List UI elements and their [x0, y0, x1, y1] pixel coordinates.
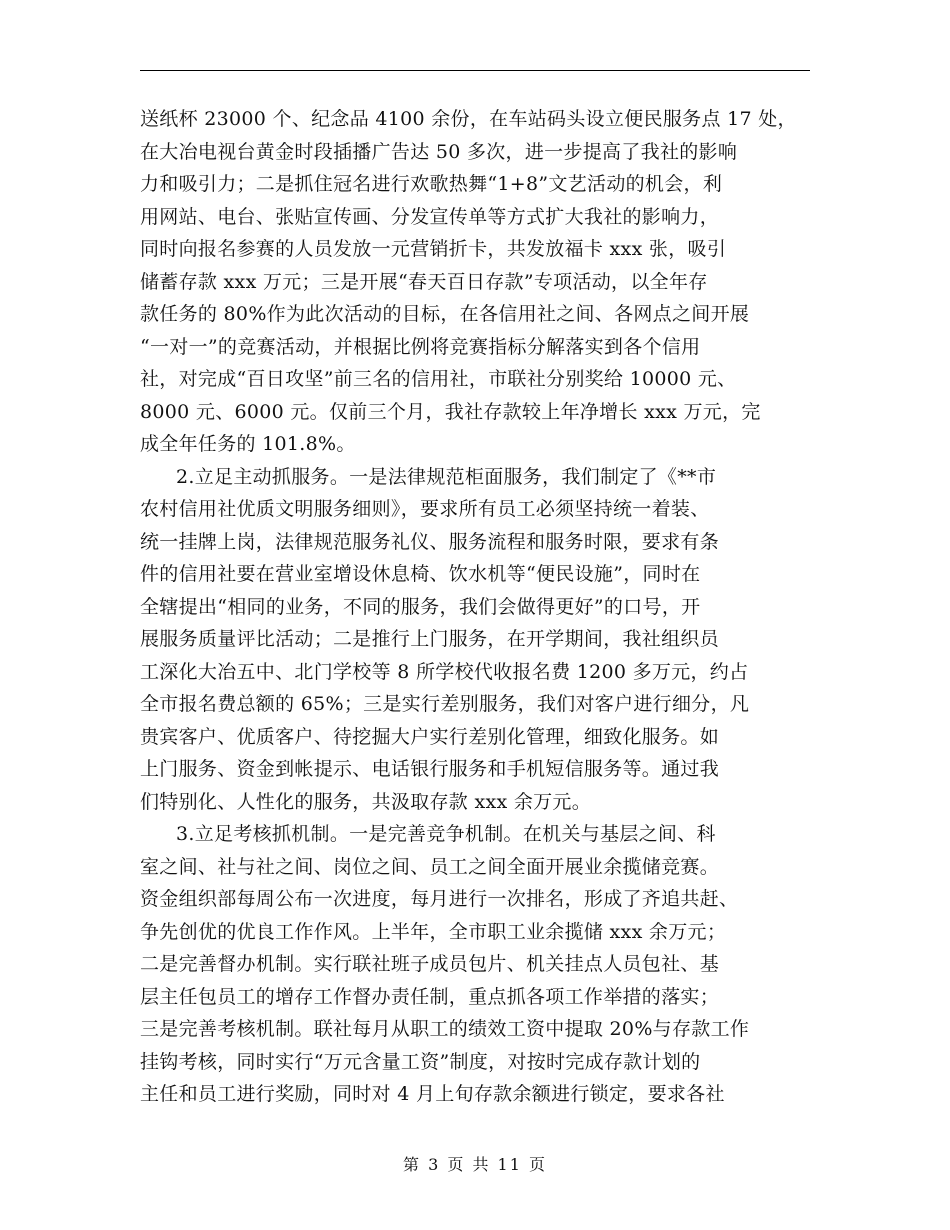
text-line: 全市报名费总额的 65%；三是实行差别服务，我们对客户进行细分，凡: [140, 693, 750, 715]
text-line: 3.立足考核抓机制。一是完善竞争机制。在机关与基层之间、科: [176, 823, 716, 845]
text-line: 农村信用社优质文明服务细则》，要求所有员工必须坚持统一着装、: [140, 498, 710, 520]
text-line: 款任务的 80%作为此次活动的目标，在各信用社之间、各网点之间开展: [140, 303, 750, 325]
text-line: 件的信用社要在营业室增设休息椅、饮水机等“便民设施”，同时在: [140, 563, 701, 585]
text-line: 力和吸引力；二是抓住冠名进行欢歌热舞“1+8”文艺活动的机会，利: [140, 173, 723, 195]
text-line: 在大冶电视台黄金时段插播广告达 50 多次，进一步提高了我社的影响: [140, 140, 738, 163]
page-footer: 第 3 页 共 11 页: [403, 1155, 547, 1174]
text-line: 上门服务、资金到帐提示、电话银行服务和手机短信服务等。通过我: [140, 758, 720, 780]
text-line: 展服务质量评比活动；二是推行上门服务，在开学期间，我社组织员: [140, 628, 720, 650]
text-line: 二是完善督办机制。实行联社班子成员包片、机关挂点人员包社、基: [140, 953, 720, 975]
text-line: 用网站、电台、张贴宣传画、分发宣传单等方式扩大我社的影响力，: [140, 205, 720, 228]
text-line: 全辖提出“相同的业务，不同的服务，我们会做得更好”的口号，开: [140, 595, 701, 618]
text-line: 送纸杯 23000 个、纪念品 4100 余份，在车站码头设立便民服务点 17 处，: [140, 108, 797, 130]
text-line: 三是完善考核机制。联社每月从职工的绩效工资中提取 20%与存款工作: [140, 1018, 750, 1040]
text-line: 成全年任务的 101.8%。: [140, 433, 356, 455]
text-line: 2.立足主动抓服务。一是法律规范柜面服务，我们制定了《**市: [176, 465, 717, 488]
text-line: 社，对完成“百日攻坚”前三名的信用社，市联社分别奖给 10000 元、: [140, 368, 737, 390]
text-line: 统一挂牌上岗，法律规范服务礼仪、服务流程和服务时限，要求有条: [140, 530, 720, 553]
text-line: 资金组织部每周公布一次进度，每月进行一次排名，形成了齐追共赶、: [140, 888, 739, 910]
text-line: 同时向报名参赛的人员发放一元营销折卡，共发放福卡 xxx 张，吸引: [140, 238, 727, 260]
text-line: “一对一”的竞赛活动，并根据比例将竞赛指标分解落实到各个信用: [140, 335, 701, 358]
text-line: 工深化大冶五中、北门学校等 8 所学校代收报名费 1200 多万元，约占: [140, 660, 749, 683]
header-rule: [140, 70, 810, 71]
text-line: 储蓄存款 xxx 万元；三是开展“春天百日存款”专项活动，以全年存: [140, 270, 708, 293]
text-line: 贵宾客户、优质客户、待挖掘大户实行差别化管理，细致化服务。如: [140, 725, 720, 748]
text-line: 们特别化、人性化的服务，共汲取存款 xxx 余万元。: [140, 790, 592, 813]
text-line: 主任和员工进行奖励，同时对 4 月上旬存款余额进行锁定，要求各社: [140, 1083, 725, 1105]
text-line: 挂钩考核，同时实行“万元含量工资”制度，对按时完成存款计划的: [140, 1050, 701, 1073]
text-line: 层主任包员工的增存工作督办责任制，重点抓各项工作举措的落实；: [140, 985, 720, 1008]
text-line: 争先创优的优良工作作风。上半年，全市职工业余揽储 xxx 余万元；: [140, 920, 727, 943]
text-line: 8000 元、6000 元。仅前三个月，我社存款较上年净增长 xxx 万元，完: [140, 400, 761, 423]
body-text: [140, 103, 830, 1111]
text-line: 室之间、社与社之间、岗位之间、员工之间全面开展业余揽储竞赛。: [140, 855, 720, 878]
